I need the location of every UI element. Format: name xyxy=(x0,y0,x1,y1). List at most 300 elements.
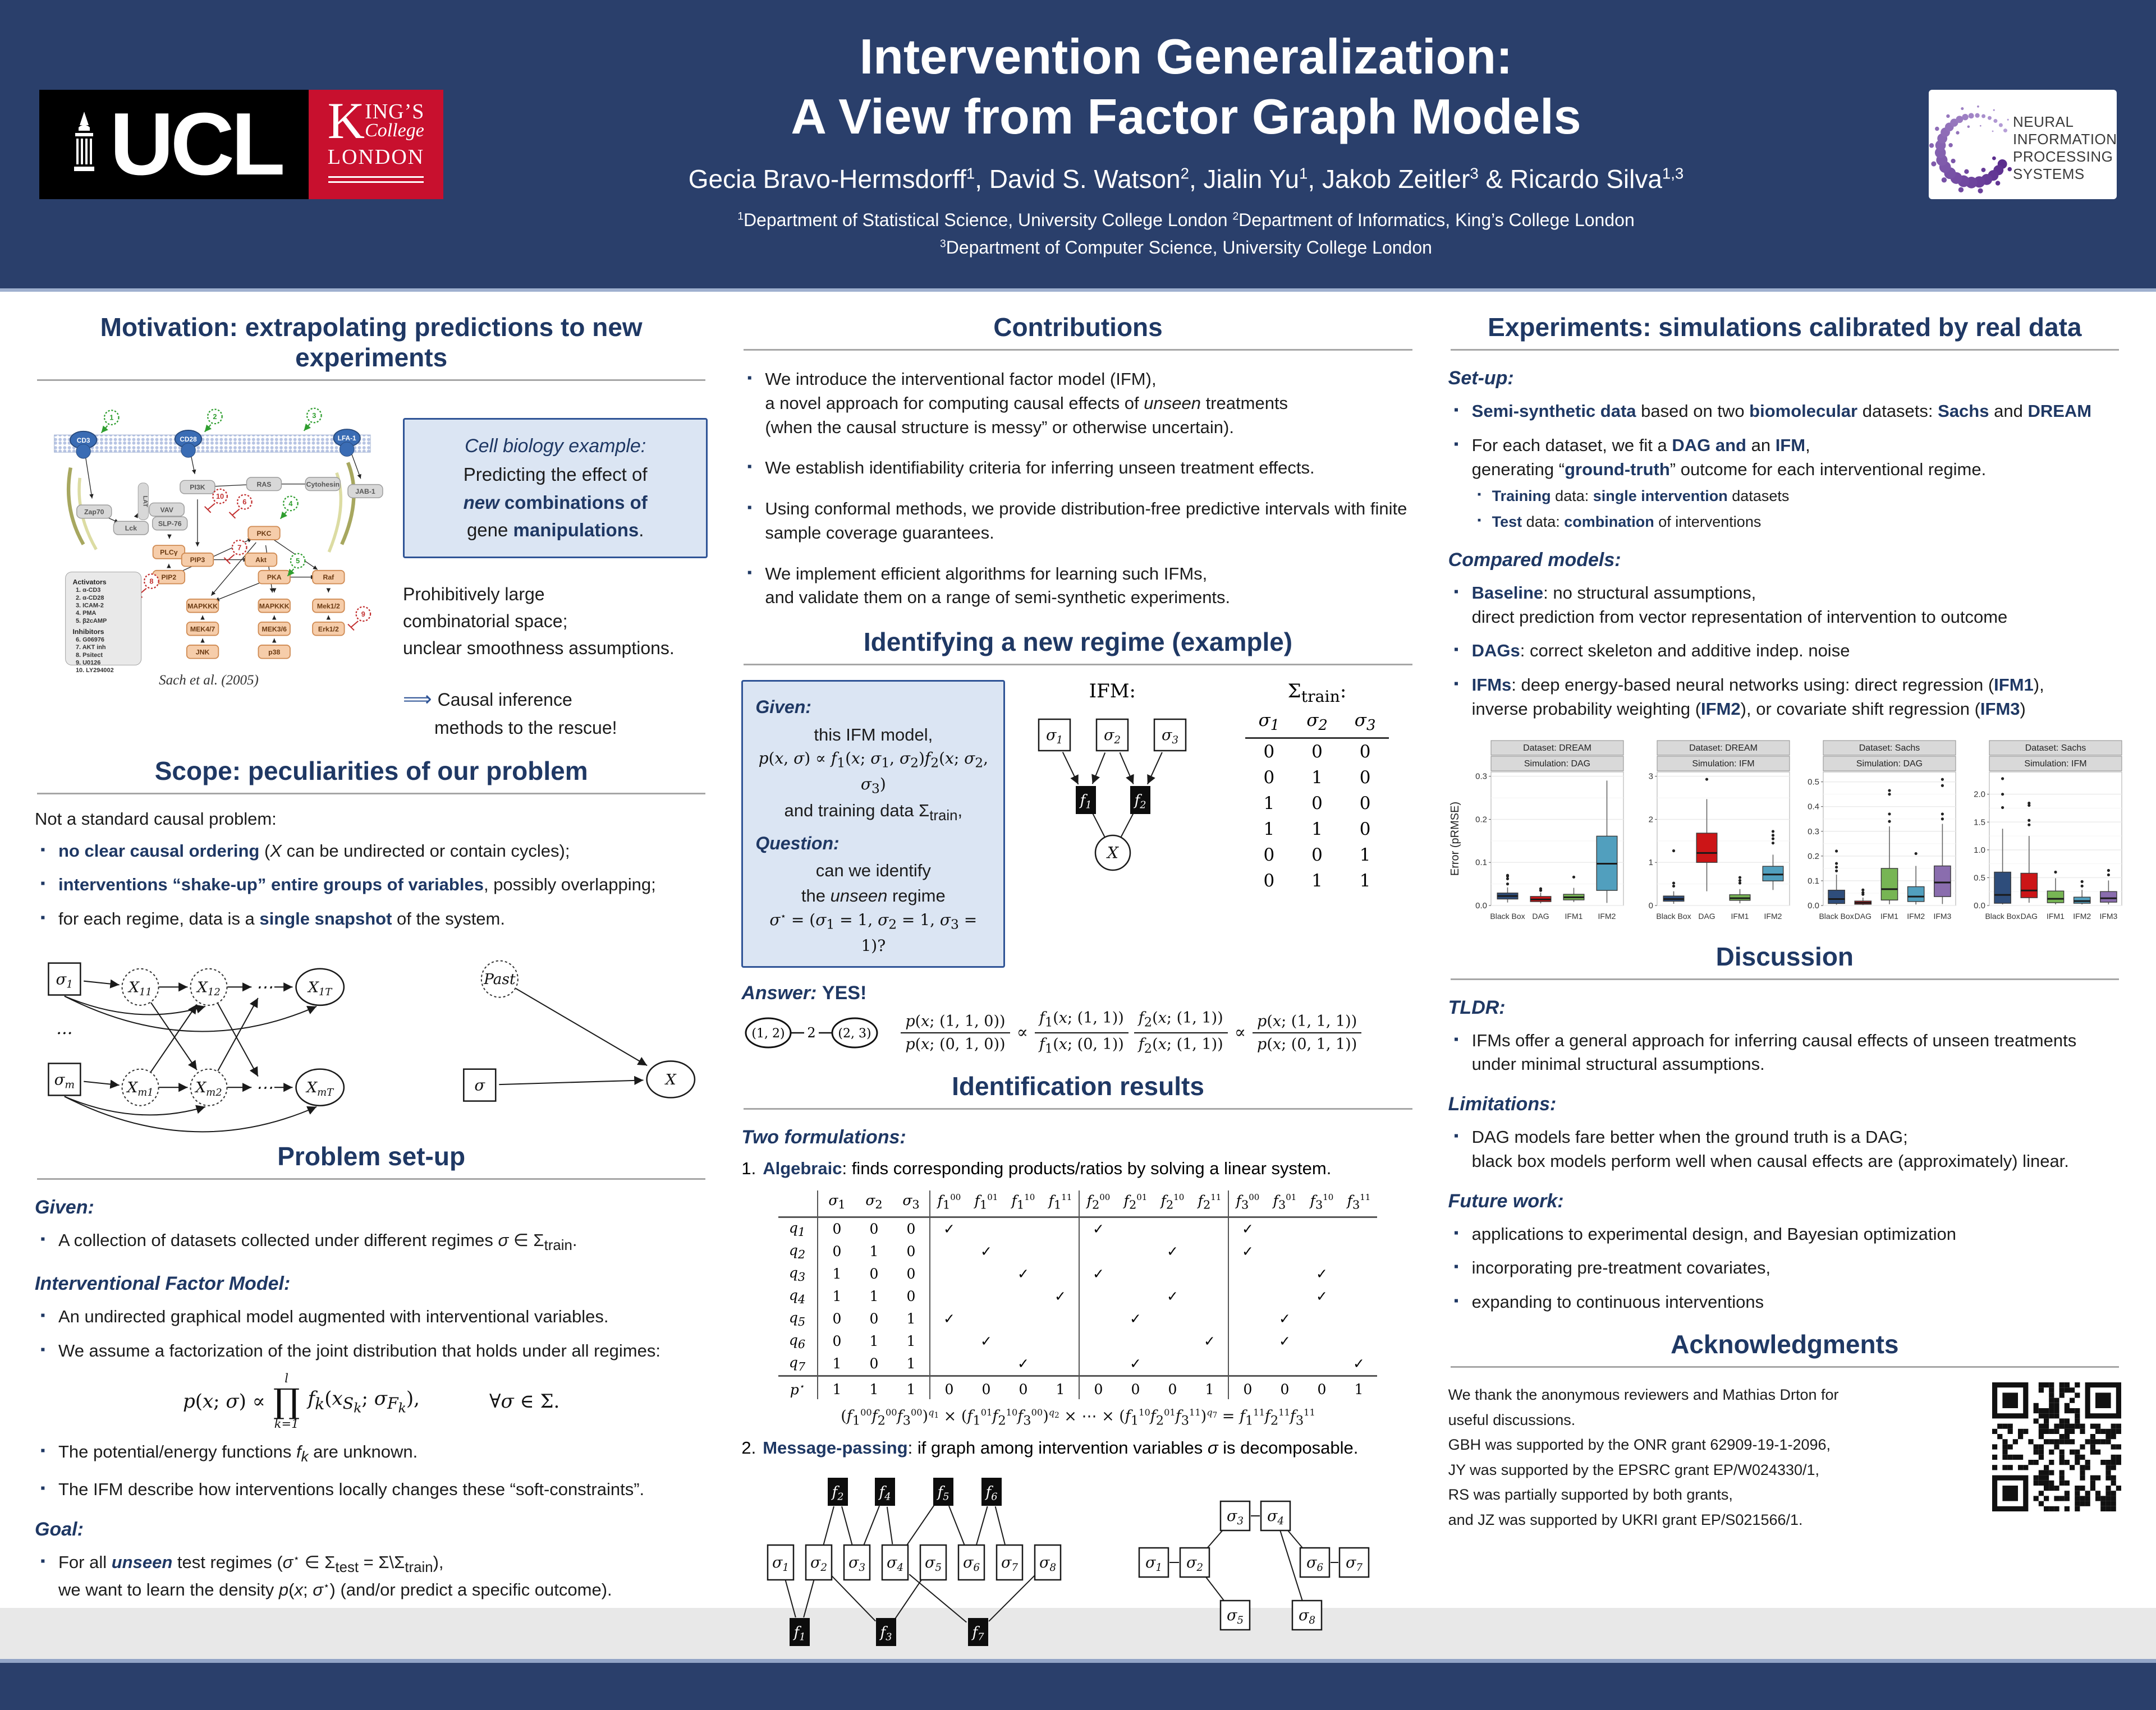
bullet-item: ▪ For each dataset, we fit a DAG and an IFM, generating “ground-truth” outcome for each interventional regime. ▪ Training data: single intervention datasets ▪ Test data: combination of interventions xyxy=(1448,434,2121,532)
table-cell xyxy=(930,1263,967,1285)
identification-table xyxy=(778,1190,1377,1399)
table-cell: 0 xyxy=(855,1263,892,1285)
svg-text:σ4: $\sigma_4$ xyxy=(1267,1507,1284,1527)
svg-text:PIP2: PIP2 xyxy=(162,573,177,581)
svg-text:8. Psitect: 8. Psitect xyxy=(76,652,103,659)
svg-text:PIP3: PIP3 xyxy=(190,556,205,564)
svg-text:Erk1/2: Erk1/2 xyxy=(318,625,339,633)
boxplot-3 xyxy=(1964,736,2126,927)
bullet-item: ▪ The IFM describe how interventions locally changes these “soft-constraints”. xyxy=(35,1478,708,1502)
example-line: and training data $\Sigma_{train}$, xyxy=(755,798,991,827)
item-number: 1. xyxy=(741,1156,756,1180)
table-cell: 1 xyxy=(1245,816,1293,842)
table-cell xyxy=(1266,1263,1303,1285)
svg-text:7: 7 xyxy=(237,543,241,551)
tldr-bullets xyxy=(1448,1029,2121,1077)
table-cell xyxy=(1004,1217,1042,1240)
future-work-bullets xyxy=(1448,1222,2121,1314)
poster-title xyxy=(471,26,1901,147)
section-title-experiments: Experiments: simulations calibrated by real data xyxy=(1448,312,2121,342)
table-cell: 0 xyxy=(1079,1376,1117,1399)
ifm-diagram-title: IFM: xyxy=(1020,680,1205,702)
svg-text:σ2: $\sigma_2$ xyxy=(810,1554,827,1574)
table-row xyxy=(778,1330,1377,1353)
svg-text:σ3: $\sigma_3$ xyxy=(848,1554,865,1574)
svg-text:MAPKKK: MAPKKK xyxy=(187,602,218,610)
svg-text:6: 6 xyxy=(242,498,246,506)
svg-text:X1T: $X_{1T}$ xyxy=(307,978,333,998)
fraction: $\frac{f_1(x; (1, 1))}{f_1(x; (0, 1))}$ xyxy=(1035,1009,1129,1056)
svg-text:(2, 3): (2, 3) xyxy=(838,1027,871,1041)
column-contributions xyxy=(741,306,1414,1653)
svg-text:σ4: $\sigma_4$ xyxy=(887,1554,903,1574)
ucl-building-icon xyxy=(66,111,102,178)
table-cell xyxy=(1191,1308,1228,1330)
goal-bullets xyxy=(35,1551,708,1602)
table-cell xyxy=(1004,1308,1042,1330)
ucl-logo-text: UCL xyxy=(110,100,282,189)
svg-text:σ2: $\sigma_2$ xyxy=(1104,727,1121,746)
table-cell: 1 xyxy=(1341,842,1389,868)
svg-text:Dataset: Sachs: Dataset: Sachs xyxy=(1859,743,1920,753)
rule xyxy=(1451,1366,2119,1368)
svg-text:5. β2cAMP: 5. β2cAMP xyxy=(76,618,107,624)
table-cell: 1 xyxy=(892,1308,930,1330)
table-cell xyxy=(1191,1217,1228,1240)
section-title-discussion: Discussion xyxy=(1448,941,2121,972)
table-cell xyxy=(1303,1353,1340,1376)
svg-text:DAG: DAG xyxy=(1698,912,1715,921)
callout-line: new combinations of xyxy=(419,489,691,517)
svg-text:p38: p38 xyxy=(268,648,280,656)
table-cell: 1 xyxy=(855,1376,892,1399)
intervention-factor-graph xyxy=(741,1468,1100,1653)
bullet-item: ▪ Using conformal methods, we provide distribution-free predictive intervals with finite sample coverage guarantees. xyxy=(741,497,1414,545)
table-cell: 0 xyxy=(1245,738,1293,765)
svg-text:Black Box: Black Box xyxy=(1985,912,2020,921)
table-cell xyxy=(1191,1285,1228,1308)
given-bullets xyxy=(35,1229,708,1256)
svg-text:4: 4 xyxy=(288,499,293,508)
scope-bullets xyxy=(35,839,708,931)
table-cell xyxy=(930,1353,967,1376)
example-line: can we identify xyxy=(755,858,991,884)
table-cell xyxy=(1117,1217,1154,1240)
svg-text:3: 3 xyxy=(312,411,316,420)
ifm-bullets xyxy=(35,1305,708,1363)
table-cell xyxy=(1079,1353,1117,1376)
setup-label: Set-up: xyxy=(1448,367,2121,389)
svg-text:0.0: 0.0 xyxy=(1475,901,1487,911)
svg-text:VAV: VAV xyxy=(160,506,174,514)
svg-text:Cytohesin: Cytohesin xyxy=(306,480,340,488)
rule xyxy=(37,793,705,794)
product-lower-limit: k=1 xyxy=(274,1418,299,1430)
example-row xyxy=(741,680,1414,968)
table-row xyxy=(1245,765,1389,790)
table-cell: 0 xyxy=(1245,765,1293,790)
table-header: $f_1^{00}$ xyxy=(930,1190,967,1217)
model-bullets xyxy=(1448,581,2121,721)
boxplot-panel xyxy=(1448,736,2121,927)
contribution-bullets xyxy=(741,367,1414,610)
table-header: $\sigma_2$ xyxy=(855,1190,892,1217)
table-cell: ✓ xyxy=(967,1240,1004,1263)
svg-text:MAPKKK: MAPKKK xyxy=(259,602,290,610)
svg-text:4. PMA: 4. PMA xyxy=(76,610,97,617)
svg-text:σ3: $\sigma_3$ xyxy=(1162,727,1178,746)
svg-text:RAS: RAS xyxy=(256,480,271,488)
sub-bullet-item: ▪ Training data: single intervention datasets xyxy=(1472,486,2121,507)
svg-text:LFA-1: LFA-1 xyxy=(338,434,356,442)
table-cell: 0 xyxy=(1228,1376,1266,1399)
row-label: $q_1$ xyxy=(778,1217,818,1240)
svg-text:PLCγ: PLCγ xyxy=(160,549,178,557)
bullet-item: ▪ We implement efficient algorithms for learning such IFMs, and validate them on a range of semi-synthetic experiments. xyxy=(741,562,1414,610)
svg-text:SYSTEMS: SYSTEMS xyxy=(2013,166,2085,182)
bullet-item: ▪ expanding to continuous interventions xyxy=(1448,1290,2121,1314)
kcl-rule xyxy=(328,176,424,183)
table-cell: 1 xyxy=(892,1376,930,1399)
svg-text:Dataset: DREAM: Dataset: DREAM xyxy=(1523,743,1591,753)
table-row xyxy=(778,1240,1377,1263)
bullet-item: ▪ An undirected graphical model augmented with interventional variables. xyxy=(35,1305,708,1329)
table-cell xyxy=(1154,1330,1191,1353)
table-cell xyxy=(967,1353,1004,1376)
bullet-item: ▪ Baseline: no structural assumptions, direct prediction from vector representation of intervention to outcome xyxy=(1448,581,2121,629)
table-cell: 1 xyxy=(1042,1376,1079,1399)
svg-text:INFORMATION: INFORMATION xyxy=(2013,131,2117,148)
sigma-train-table xyxy=(1245,709,1389,894)
svg-text:DAG: DAG xyxy=(2020,912,2037,921)
table-cell xyxy=(1079,1308,1117,1330)
table-header: $f_3^{10}$ xyxy=(1303,1190,1340,1217)
section-title-contributions: Contributions xyxy=(741,312,1414,342)
table-row xyxy=(1245,842,1389,868)
svg-text:IFM1: IFM1 xyxy=(1880,912,1898,921)
table-cell: ✓ xyxy=(1079,1263,1117,1285)
svg-text:LAT: LAT xyxy=(141,495,148,507)
table-cell xyxy=(1117,1285,1154,1308)
svg-text:⋯: ⋯ xyxy=(255,1078,272,1097)
svg-text:σm: $\sigma_m$ xyxy=(54,1071,75,1091)
svg-text:σ8: $\sigma_8$ xyxy=(1039,1554,1056,1574)
svg-text:PKA: PKA xyxy=(267,573,282,581)
table-cell: 1 xyxy=(855,1285,892,1308)
table-cell: 0 xyxy=(1293,842,1341,868)
svg-text:2. α-CD28: 2. α-CD28 xyxy=(76,595,104,601)
table-row xyxy=(1245,790,1389,816)
table-header: $f_1^{10}$ xyxy=(1004,1190,1042,1217)
table-cell xyxy=(1228,1308,1266,1330)
table-cell: 0 xyxy=(818,1330,855,1353)
table-cell: 0 xyxy=(892,1263,930,1285)
svg-text:IFM3: IFM3 xyxy=(2099,912,2117,921)
future-work-label: Future work: xyxy=(1448,1190,2121,1212)
svg-text:Activators: Activators xyxy=(72,578,106,586)
affiliations xyxy=(471,206,1901,262)
svg-text:Dataset: DREAM: Dataset: DREAM xyxy=(1689,743,1758,753)
column-motivation xyxy=(35,306,708,1653)
item-number: 2. xyxy=(741,1436,756,1460)
row-label: $q_6$ xyxy=(778,1330,818,1353)
bullet-item: ▪ incorporating pre-treatment covariates, xyxy=(1448,1256,2121,1280)
svg-text:X: X xyxy=(664,1071,677,1088)
svg-text:1. α-CD3: 1. α-CD3 xyxy=(76,587,100,594)
rule xyxy=(37,379,705,381)
svg-text:Black Box: Black Box xyxy=(1490,912,1525,921)
table-cell: 1 xyxy=(1245,790,1293,816)
formula-rhs: $f_k(x_{S_k}$; $\sigma_{F_k}$), xyxy=(308,1387,420,1416)
svg-text:Simulation: IFM: Simulation: IFM xyxy=(2024,759,2086,769)
junction-tree-diagram xyxy=(741,1010,882,1055)
table-cell xyxy=(1117,1330,1154,1353)
svg-text:Error (pRMSE): Error (pRMSE) xyxy=(1449,802,1461,876)
table-cell xyxy=(1079,1240,1117,1263)
svg-text:JNK: JNK xyxy=(196,648,210,656)
cell-signaling-figure xyxy=(35,396,383,688)
svg-text:Dataset: Sachs: Dataset: Sachs xyxy=(2025,743,2086,753)
svg-text:IFM2: IFM2 xyxy=(2073,912,2091,921)
figure-caption: Sach et al. (2005) xyxy=(35,673,383,688)
compared-models-label: Compared models: xyxy=(1448,549,2121,571)
kcl-row xyxy=(328,98,425,144)
motivation-paragraph: Prohibitively large combinatorial space; unclear smoothness assumptions. xyxy=(403,581,708,661)
table-cell xyxy=(1340,1308,1377,1330)
affiliation-line-1: $^1$Department of Statistical Science, University College London $^2$Department of Informatics, King’s College London xyxy=(737,210,1634,230)
svg-text:⋯: ⋯ xyxy=(255,977,272,997)
table-cell: 0 xyxy=(855,1217,892,1240)
section-title-example: Identifying a new regime (example) xyxy=(741,627,1414,657)
table-cell: 1 xyxy=(1191,1376,1228,1399)
bullet-item: ▪ IFMs: deep energy-based neural networks using: direct regression (IFM1), inverse probability weighting (IFM2), or covariate shift regression (IFM3) xyxy=(1448,673,2121,721)
ifm-label: Interventional Factor Model: xyxy=(35,1273,708,1295)
table-cell: 1 xyxy=(1293,765,1341,790)
table-cell: ✓ xyxy=(1004,1353,1042,1376)
svg-text:MEK4/7: MEK4/7 xyxy=(190,625,215,633)
implies-icon: ⟹ xyxy=(403,687,432,710)
table-row xyxy=(778,1353,1377,1376)
example-line: the unseen regime xyxy=(755,884,991,909)
svg-text:IFM1: IFM1 xyxy=(2047,912,2065,921)
svg-text:7. AKT inh: 7. AKT inh xyxy=(76,644,106,651)
table-cell xyxy=(930,1285,967,1308)
table-cell: ✓ xyxy=(1266,1330,1303,1353)
table-cell: ✓ xyxy=(1228,1217,1266,1240)
svg-text:Zap70: Zap70 xyxy=(84,508,104,516)
kings-college-logo xyxy=(309,90,443,199)
table-cell xyxy=(930,1240,967,1263)
svg-text:Lck: Lck xyxy=(125,525,137,532)
table-cell xyxy=(1154,1263,1191,1285)
svg-text:JAB-1: JAB-1 xyxy=(355,488,375,495)
svg-text:10: 10 xyxy=(216,492,224,500)
svg-text:σ5: $\sigma_5$ xyxy=(925,1554,942,1574)
svg-text:2: 2 xyxy=(808,1025,816,1041)
svg-text:10. LY294002: 10. LY294002 xyxy=(76,667,114,674)
svg-text:f6: $f_6$ xyxy=(985,1484,998,1503)
table-cell: 1 xyxy=(818,1353,855,1376)
svg-text:XmT: $X_{mT}$ xyxy=(305,1079,334,1098)
svg-text:f2: $f_2$ xyxy=(1134,792,1146,811)
table-cell xyxy=(1228,1353,1266,1376)
svg-text:(1, 2): (1, 2) xyxy=(752,1027,785,1041)
answer-row xyxy=(741,1009,1414,1056)
tldr-label: TLDR: xyxy=(1448,997,2121,1019)
svg-text:DAG: DAG xyxy=(1854,912,1871,921)
table-header: $\sigma_1$ xyxy=(818,1190,855,1217)
ifm-factor-graph xyxy=(1020,680,1205,877)
table-cell xyxy=(1042,1217,1079,1240)
svg-text:6. G06976: 6. G06976 xyxy=(76,637,104,643)
product-identity-formula: $(f_1^{00}f_2^{00}f_3^{00})^{q_1} \times (f_1^{01}f_2^{10}f_3^{00})^{q_2}$ × ⋯ × $(f_1^{10}f_2^{01}f_3^{11})^{q_7} = f_1^{11}f_2^{11}f_3^{11}$ xyxy=(741,1407,1414,1428)
ucl-logo xyxy=(39,90,309,199)
table-header: $\sigma_3$ xyxy=(892,1190,930,1217)
svg-text:σ1: $\sigma_1$ xyxy=(1046,727,1063,746)
table-cell: ✓ xyxy=(930,1217,967,1240)
table-cell: ✓ xyxy=(1154,1240,1191,1263)
kcl-college: College xyxy=(365,121,424,140)
table-cell: 0 xyxy=(1303,1376,1340,1399)
boxplot-1 xyxy=(1631,736,1794,927)
svg-text:Mek1/2: Mek1/2 xyxy=(317,602,340,610)
table-header: $f_2^{10}$ xyxy=(1154,1190,1191,1217)
table-header: $\sigma_1$ xyxy=(1245,709,1293,738)
table-cell: 1 xyxy=(1341,868,1389,894)
item-text: Message-passing: if graph among intervention variables σ is decomposable. xyxy=(763,1436,1358,1460)
svg-text:0.2: 0.2 xyxy=(1475,815,1487,824)
algebraic-item xyxy=(741,1156,1414,1180)
svg-text:Xm1: $X_{m1}$ xyxy=(126,1079,153,1098)
kcl-ings: ING’S xyxy=(365,101,424,122)
svg-text:Raf: Raf xyxy=(323,573,334,581)
motivation-row xyxy=(35,396,708,741)
svg-text:9. U0126: 9. U0126 xyxy=(76,660,100,666)
table-cell xyxy=(930,1330,967,1353)
formula-lhs: p(x; σ) ∝ xyxy=(183,1390,265,1413)
svg-text:X11: $X_{11}$ xyxy=(127,978,152,998)
table-header: $f_2^{00}$ xyxy=(1079,1190,1117,1217)
svg-text:σ1: $\sigma_1$ xyxy=(1145,1554,1162,1574)
svg-text:σ7: $\sigma_7$ xyxy=(1346,1554,1363,1574)
table-cell xyxy=(1340,1217,1377,1240)
row-label: $q_3$ xyxy=(778,1263,818,1285)
svg-text:DAG: DAG xyxy=(1532,912,1549,921)
svg-text:3: 3 xyxy=(1648,771,1653,781)
section-title-motivation: Motivation: extrapolating predictions to new experiments xyxy=(35,312,708,373)
table-cell: 0 xyxy=(1341,816,1389,842)
svg-text:0.4: 0.4 xyxy=(1808,802,1819,811)
table-cell: 1 xyxy=(1293,868,1341,894)
table-cell xyxy=(1004,1240,1042,1263)
acknowledgments-row xyxy=(1448,1382,2121,1532)
svg-text:Past: Past xyxy=(483,971,516,988)
table-cell xyxy=(1340,1240,1377,1263)
rule xyxy=(1451,349,2119,351)
cell-biology-callout xyxy=(403,418,708,558)
sub-bullet-item: ▪ Test data: combination of interventions xyxy=(1472,512,2121,532)
table-cell: 0 xyxy=(1341,738,1389,765)
svg-text:1: 1 xyxy=(1648,858,1653,867)
table-cell xyxy=(1154,1308,1191,1330)
fraction: $\frac{f_2(x; (1, 1))}{f_2(x; (1, 1))}$ xyxy=(1134,1009,1228,1056)
table-cell: 1 xyxy=(818,1376,855,1399)
table-cell: 1 xyxy=(818,1263,855,1285)
svg-text:σ8: $\sigma_8$ xyxy=(1299,1607,1315,1626)
table-cell xyxy=(1154,1353,1191,1376)
table-cell xyxy=(1117,1263,1154,1285)
table-row xyxy=(1245,816,1389,842)
table-cell xyxy=(1340,1330,1377,1353)
table-cell: 1 xyxy=(1293,816,1341,842)
bullet-item: ▪ applications to experimental design, and Bayesian optimization xyxy=(1448,1222,2121,1247)
svg-text:Simulation: IFM: Simulation: IFM xyxy=(1692,759,1754,769)
sigma-train-block xyxy=(1219,680,1414,894)
svg-text:IFM1: IFM1 xyxy=(1565,912,1582,921)
table-header: $\sigma_2$ xyxy=(1293,709,1341,738)
table-cell: 0 xyxy=(1004,1376,1042,1399)
factorization-formula xyxy=(35,1373,708,1430)
boxplot-2 xyxy=(1797,736,1960,927)
table-cell xyxy=(1303,1330,1340,1353)
message-passing-item xyxy=(741,1436,1414,1460)
svg-text:IFM3: IFM3 xyxy=(1933,912,1951,921)
table-cell: 0 xyxy=(1245,868,1293,894)
section-title-scope: Scope: peculiarities of our problem xyxy=(35,756,708,786)
given-question-box xyxy=(741,680,1005,968)
svg-text:PKC: PKC xyxy=(256,530,271,537)
section-title-acknowledgments: Acknowledgments xyxy=(1448,1329,2121,1359)
svg-text:IFM2: IFM2 xyxy=(1598,912,1616,921)
svg-text:f4: $f_4$ xyxy=(878,1484,891,1503)
table-row xyxy=(778,1217,1377,1240)
table-cell: ✓ xyxy=(1079,1217,1117,1240)
table-header: $f_1^{01}$ xyxy=(967,1190,1004,1217)
svg-text:f3: $f_3$ xyxy=(879,1624,892,1643)
table-cell xyxy=(1228,1263,1266,1285)
svg-text:σ6: $\sigma_6$ xyxy=(963,1554,980,1574)
product-symbol: ∏ xyxy=(273,1385,300,1418)
callout-line: gene manipulations. xyxy=(419,516,691,544)
table-header: $f_3^{00}$ xyxy=(1228,1190,1266,1217)
boxplot-0 xyxy=(1448,736,1628,927)
neurips-logo xyxy=(1929,90,2117,199)
svg-text:IFM1: IFM1 xyxy=(1731,912,1749,921)
svg-text:0.1: 0.1 xyxy=(1808,876,1819,886)
svg-text:0.3: 0.3 xyxy=(1808,826,1819,836)
table-cell xyxy=(1079,1285,1117,1308)
svg-text:X12: $X_{12}$ xyxy=(196,978,221,998)
table-cell: ✓ xyxy=(1303,1263,1340,1285)
svg-text:5: 5 xyxy=(296,557,300,565)
sigma-train-title: $\Sigma_{train}$: xyxy=(1219,680,1414,706)
poster-body xyxy=(0,292,2156,1659)
table-cell: ✓ xyxy=(967,1330,1004,1353)
table-cell: 0 xyxy=(1293,738,1341,765)
svg-text:f5: $f_5$ xyxy=(937,1484,949,1503)
svg-text:0.1: 0.1 xyxy=(1475,858,1487,867)
table-cell xyxy=(1042,1353,1079,1376)
svg-text:NEURAL: NEURAL xyxy=(2013,113,2074,130)
bullet-item: ▪ for each regime, data is a single snapshot of the system. xyxy=(35,907,708,931)
product-upper-limit: l xyxy=(285,1373,288,1385)
row-label: p⋆ xyxy=(778,1376,818,1399)
table-cell: 0 xyxy=(1341,765,1389,790)
table-cell xyxy=(1228,1330,1266,1353)
table-cell xyxy=(967,1285,1004,1308)
table-cell: 0 xyxy=(1117,1376,1154,1399)
table-cell xyxy=(1042,1330,1079,1353)
